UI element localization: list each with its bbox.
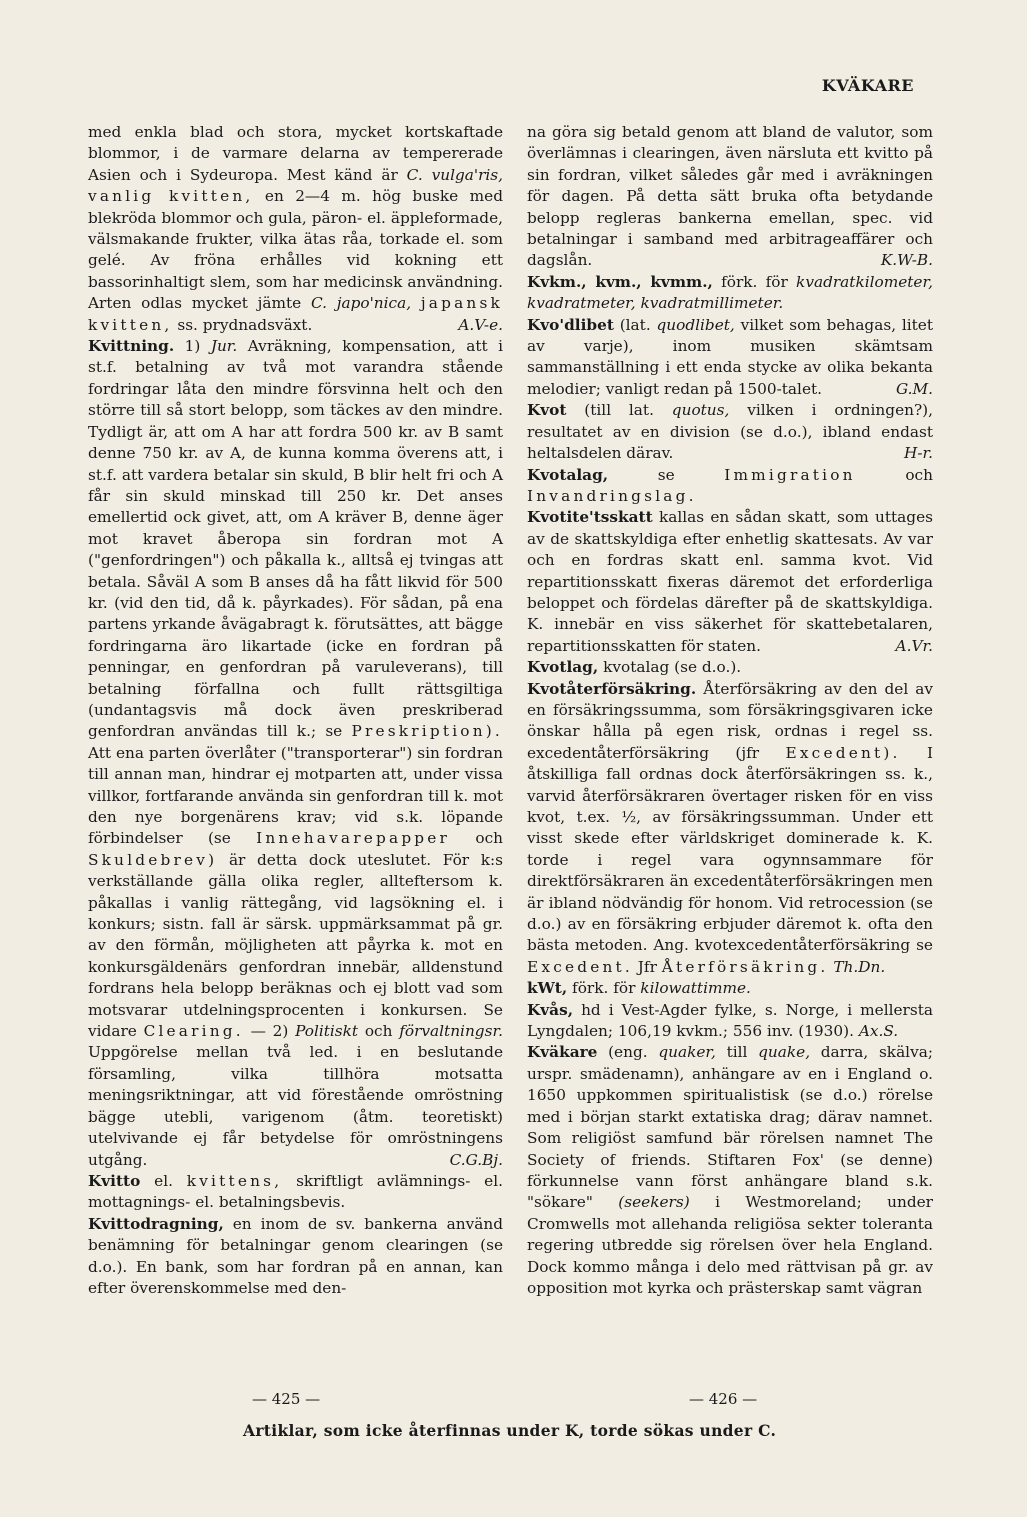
author-signature: Th.Dn. xyxy=(833,957,886,976)
entry-kvot xyxy=(527,400,933,464)
entry-kvitten-continued xyxy=(88,122,503,336)
etymon: quaker, xyxy=(658,1043,716,1062)
page-footnote: Artiklar, som icke återfinnas under K, torde sökas under C. xyxy=(243,1421,777,1440)
entry-text: vilket som behagas, litet av varje), inom musiken skämtsam sammanställning i ett enda stycke av olika bekanta melodier; vanligt redan på 1500-talet. xyxy=(527,315,933,398)
cross-reference: Invandringslag. xyxy=(527,486,697,505)
etymon: quodlibet, xyxy=(656,315,735,334)
headword: Kvås, xyxy=(527,1000,574,1019)
entry-text: — 2) xyxy=(250,1022,289,1041)
entry-kvittodragning xyxy=(88,1214,503,1300)
entry-kvotaterforsakring xyxy=(527,679,933,979)
headword: kWt, xyxy=(527,979,568,998)
variant-form: kvittens, xyxy=(186,1171,283,1190)
entry-text: (till lat. xyxy=(584,401,654,420)
entry-text: Att ena parten överlåter ("transporterar") sin fordran till annan man, hindrar ej motparten att, under vissa villkor, fortfarande använda sin genfordran till k. mot den nye borgenärens krav; vid s.k. löpande förbindelser (se xyxy=(88,743,503,848)
entry-text: hd i Vest-Agder fylke, s. Norge, i mellersta Lyngdalen; 106,19 kvkm.; 556 inv. (1930). xyxy=(527,1000,933,1041)
entry-kvas xyxy=(527,1000,933,1043)
entry-kvodlibet xyxy=(527,315,933,401)
cross-reference: Innehavarepapper xyxy=(256,829,451,848)
entry-text: vilken i ordningen?), resultatet av en division (se d.o.), ibland endast heltalsdelen därav. xyxy=(527,401,934,463)
headword: Kvitto xyxy=(88,1171,141,1190)
cross-reference: Excedent. xyxy=(527,957,633,976)
entry-text: (eng. xyxy=(608,1043,648,1062)
entry-text: se xyxy=(657,465,675,484)
entry-text: och xyxy=(475,829,503,848)
entry-kvotalag xyxy=(527,465,933,508)
headword: Kvotite'tsskatt xyxy=(527,508,653,527)
entry-text: och xyxy=(364,1022,393,1041)
right-column xyxy=(527,122,933,1299)
headword: Kväkare xyxy=(527,1043,598,1062)
entry-text: 1) xyxy=(184,337,201,356)
page-number-right: — 426 — xyxy=(689,1390,758,1408)
entry-kvotlag xyxy=(527,657,933,678)
taxon-name: C. japo'nica, xyxy=(310,294,412,313)
entry-text: till xyxy=(726,1043,748,1062)
left-column xyxy=(88,122,503,1299)
entry-text: Jfr xyxy=(637,957,657,976)
entry-text: en inom de sv. bankerna använd benämning för betalningar genom clearingen (se d.o.). En bank, som har fordran på en annan, kan efter överenskommelse med den- xyxy=(88,1214,503,1297)
entry-kvotitetsskatt xyxy=(527,507,933,657)
field-label: Politiskt xyxy=(295,1022,359,1041)
headword: Kvotlag, xyxy=(527,658,599,677)
headword: Kvotalag, xyxy=(527,465,609,484)
entry-kvittning xyxy=(88,336,503,1171)
expansion: kilowattimme. xyxy=(640,979,751,998)
entry-text: darra, skälva; urspr. smädenamn), anhängare av en i England o. 1650 uppkommen spiritualistisk (se d.o.) rörelse med i början starkt extatiska drag; därav namnet. Som religiöst samfund bär rörelsen namnet The Society of friends. Stiftaren Fox' (se denne) förkunnelse vann först anhängare bland s.k. "sökare" xyxy=(527,1043,933,1212)
entry-text: skriftligt avlämnings- el. mottagnings- el. betalningsbevis. xyxy=(88,1171,503,1212)
entry-text: I åtskilliga fall ordnas dock återförsäkringen ss. k., varvid återförsäkraren övertager risken för en viss kvot, t.ex. ½, av försäkringssumman. Under ett visst skede efter världskriget dominerade k. K. torde i regel vara ogynnsammare för direktförsäkraren än excedentåterförsäkringen men är ibland nödvändig för honom. Vid retrocession (se d.o.) av en försäkring erbjuder däremot k. ofta den bästa metoden. Ang. kvotexcedentåterförsäkring se xyxy=(527,743,933,955)
cross-reference: Återförsäkring. xyxy=(661,957,829,976)
common-name: japansk kvitten, xyxy=(88,294,503,334)
field-label: förvaltningsr. xyxy=(399,1022,503,1041)
headword: Kvkm., kvm., kvmm., xyxy=(527,272,713,291)
cross-reference: Excedent). xyxy=(785,743,901,762)
headword: Kvittodragning, xyxy=(88,1214,224,1233)
author-signature: G.M. xyxy=(895,379,933,398)
etymon: quake, xyxy=(758,1043,811,1062)
entry-text: förk. för xyxy=(572,979,636,998)
headword: Kvotåterförsäkring. xyxy=(527,679,697,698)
cross-reference: Immigration xyxy=(724,465,856,484)
entry-kwt xyxy=(527,978,933,999)
author-signature: A.V-e. xyxy=(458,315,503,334)
entry-kvkm xyxy=(527,272,933,315)
author-signature: C.G.Bj. xyxy=(449,1150,503,1169)
headword: Kvo'dlibet xyxy=(527,315,614,334)
author-signature: Ax.S. xyxy=(858,1022,899,1041)
cross-reference: Clearing. xyxy=(143,1022,244,1041)
entry-text: Avräkning, kompensation, att i st.f. betalning av två mot varandra stående fordringar låta den mindre försvinna helt och den större till så stort belopp, som täckes av den mindre. Tydligt är, att om A har att fordra 500 kr. av B samt denne 750 kr. av A, de kunna komma överens att, i st.f. att vardera betalar sin skuld, B blir helt fri och A får sin skuld minskad till 250 kr. Det anses emellertid ock givet, att, om A kräver B, denne äger mot kravet åberopa sin fordran mot A ("genfordringen") och påkalla k., alltså ej tvingas att betala. Såväl A som B anses då ha fått likvid för 500 kr. (vid den tid, då k. påyrkades). För sådan, på ena partens yrkande åvägabragt k. förutsättes, att bägge fordringarna äro likartade (icke en fordran på penningar, en genfordran på varuleverans), till betalning förfallna och fullt rättsgiltiga (undantagsvis må dock även preskriberad genfordran användas till k.; se xyxy=(88,337,504,741)
running-head: KVÄKARE xyxy=(821,76,914,95)
entry-text: el. xyxy=(154,1171,173,1190)
taxon-name: C. vulga'ris, xyxy=(406,165,503,184)
entry-kvitto xyxy=(88,1171,503,1214)
entry-text: Uppgörelse mellan två led. i en beslutande församling, vilka tillhöra motsatta meningsriktningar, att vid förestående omröstning bägge utebli, varigenom (åtm. teoretiskt) utelvivande ej får betydelse för omröstningens utgång. xyxy=(88,1043,503,1169)
entry-text: en 2—4 m. hög buske med blekröda blommor och gula, päron- el. äppleformade, välsmakande frukter, vilka ätas råa, torkade el. som gelé. Av fröna erhålles vid kokning ett bassorinhaltigt slem, som har medicinsk användning. Arten odlas mycket jämte xyxy=(88,187,503,313)
author-signature: A.Vr. xyxy=(895,636,933,655)
etymon: (seekers) xyxy=(618,1193,690,1212)
cross-reference: Preskription). xyxy=(351,722,503,741)
entry-text: kallas en sådan skatt, som uttages av de skattskyldiga efter enhetlig skattesats. Av var och en fordras skatt enl. samma kvot. Vid repartitionsskatt fixeras däremot det erforderliga beloppet och fördelas därefter på de skattskyldiga. K. innebär en viss säkerhet för skattebetalaren, repartitionsskatten för staten. xyxy=(527,508,933,655)
etymon: quotus, xyxy=(671,401,730,420)
common-name: vanlig kvitten, xyxy=(88,187,254,206)
page-number-left: — 425 — xyxy=(252,1390,321,1408)
expansion: kvadratkilometer, kvadratmeter, kvadratmillimeter. xyxy=(527,272,933,313)
entry-text: är detta dock uteslutet. För k:s verkställande gälla olika regler, allteftersom k. påkallas i vanlig rättegång, vid lagsökning el. i konkurs; sistn. fall är särsk. uppmärksammat på gr. av den förmån, möjligheten att påyrka k. mot en konkursgäldenärs genfordran innebär, alldenstund fordrans hela belopp beräknas och ej blott vad som motsvarar utdelningsprocenten i konkursen. Se vidare xyxy=(88,850,503,1041)
entry-text: ss. prydnadsväxt. xyxy=(177,315,313,334)
entry-text: i Westmoreland; under Cromwells mot allehanda religiösa sekter toleranta regering utbredde sig rörelsen över hela England. Dock kommo många i delo med rättvisan på gr. av opposition mot kyrka och prästerskap samt vägran xyxy=(527,1193,933,1297)
entry-text: Återförsäkring av den del av en försäkringssumma, som försäkringsgivaren icke önskar hålla på egen risk, ordnas i regel ss. excedentåterförsäkring (jfr xyxy=(527,679,933,762)
author-signature: K.W-B. xyxy=(880,251,933,270)
headword: Kvot xyxy=(527,401,567,420)
entry-text: kvotalag (se d.o.). xyxy=(603,658,742,677)
cross-reference: Skuldebrev) xyxy=(88,850,218,869)
entry-text: (lat. xyxy=(619,315,651,334)
entry-text: na göra sig betald genom att bland de valutor, som överlämnas i clearingen, även närsluta ett kvitto på sin fordran, vilket således går med i avräkningen för dagen. På detta sätt bruka ofta betydande belopp regleras bankerna emellan, spec. vid betalningar i samband med arbitrageaffärer och dagslån. xyxy=(527,123,933,270)
entry-text: förk. för xyxy=(721,272,788,291)
field-label: Jur. xyxy=(210,337,238,356)
entry-text: med enkla blad och stora, mycket kortskaftade blommor, i de varmare delarna av tempererade Asien och i Sydeuropa. Mest känd är xyxy=(88,123,503,184)
headword: Kvittning. xyxy=(88,337,175,356)
entry-text: och xyxy=(905,465,933,484)
author-signature: H-r. xyxy=(903,444,933,463)
entry-kvittodragning-continued xyxy=(527,122,933,272)
entry-kvakare xyxy=(527,1042,933,1299)
